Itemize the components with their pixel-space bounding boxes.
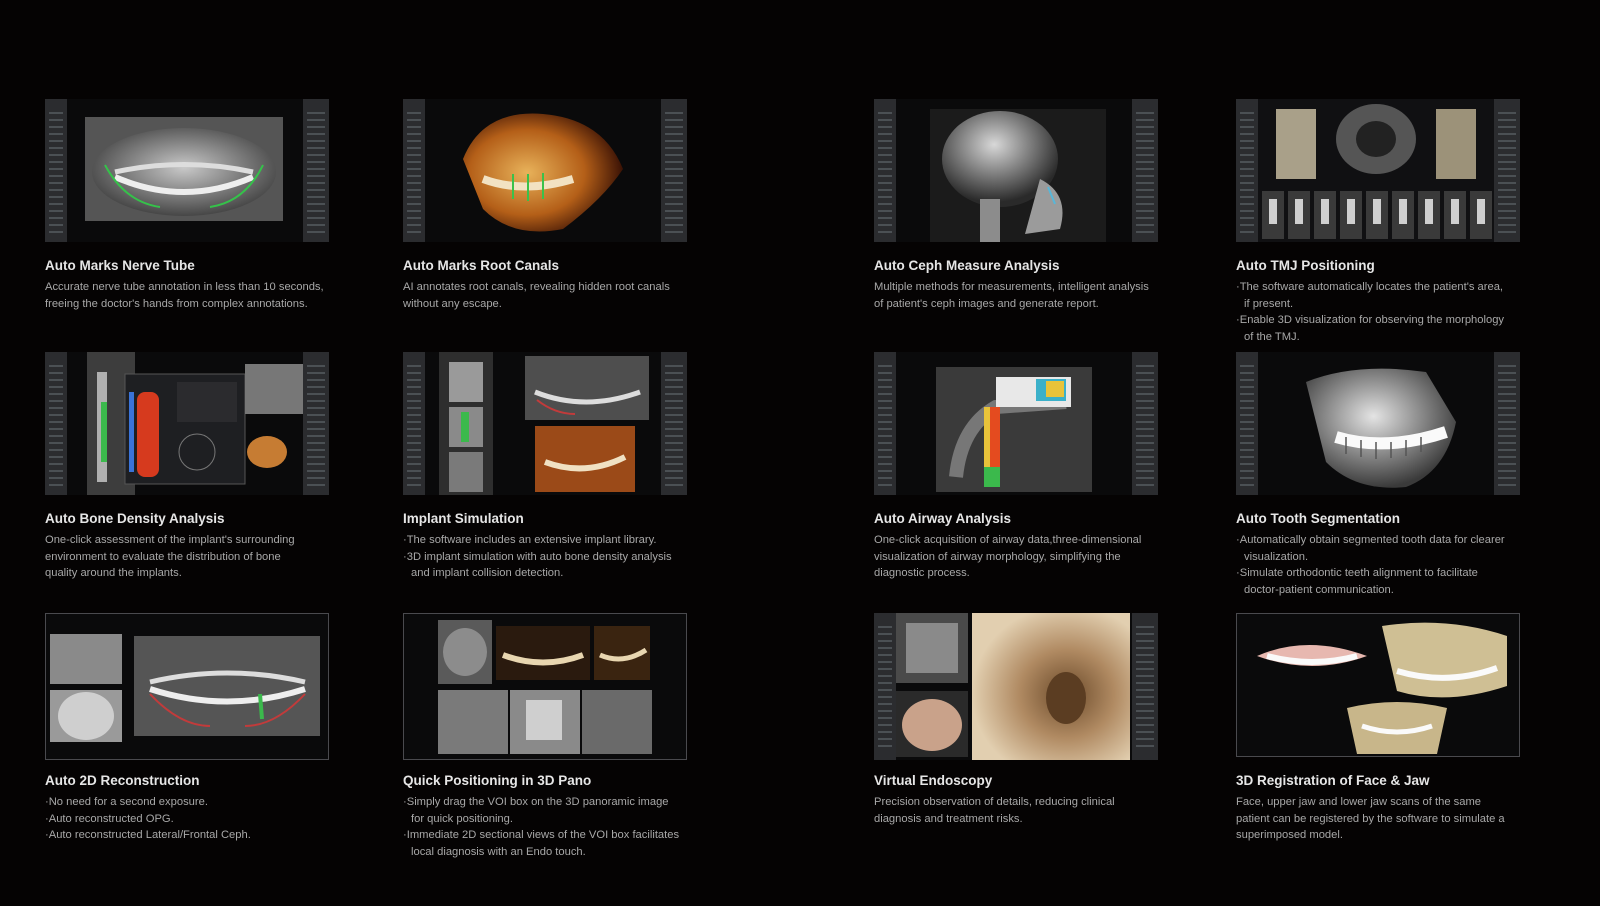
- feature-screenshot: [403, 352, 687, 495]
- feature-title: Auto Marks Root Canals: [403, 258, 560, 273]
- feature-card: [403, 99, 733, 312]
- feature-screenshot: [1236, 99, 1520, 242]
- feature-card: [45, 352, 375, 582]
- feature-description: One-click acquisition of airway data,three-dimensional visualization of airway morphology, simplifying the diagnostic process.: [874, 534, 1142, 579]
- feature-screenshot: [1236, 352, 1520, 495]
- feature-card: [45, 613, 375, 844]
- feature-description: ·The software includes an extensive implant library. ·3D implant simulation with auto bone density analysis and implant collision detection.: [403, 534, 672, 579]
- feature-card: [874, 613, 1204, 827]
- feature-card: [403, 352, 733, 582]
- feature-screenshot: [874, 99, 1158, 242]
- feature-screenshot: [1236, 613, 1520, 757]
- feature-screenshot: [403, 99, 687, 242]
- feature-description: Face, upper jaw and lower jaw scans of the same patient can be registered by the software to simulate a superimposed model.: [1236, 796, 1505, 841]
- feature-title: Auto Ceph Measure Analysis: [874, 258, 1060, 273]
- feature-title: 3D Registration of Face & Jaw: [1236, 773, 1430, 788]
- feature-screenshot: [403, 613, 687, 760]
- feature-description: Precision observation of details, reducing clinical diagnosis and treatment risks.: [874, 796, 1115, 825]
- feature-title: Auto 2D Reconstruction: [45, 773, 200, 788]
- feature-title: Auto TMJ Positioning: [1236, 258, 1375, 273]
- feature-description: Multiple methods for measurements, intelligent analysis of patient's ceph images and generate report.: [874, 281, 1149, 310]
- feature-title: Auto Tooth Segmentation: [1236, 511, 1400, 526]
- feature-screenshot: [45, 99, 329, 242]
- feature-title: Implant Simulation: [403, 511, 524, 526]
- feature-card: [874, 352, 1204, 582]
- feature-screenshot: [874, 613, 1158, 760]
- feature-card: [403, 613, 733, 860]
- feature-card: [1236, 613, 1566, 844]
- feature-card: [1236, 99, 1566, 345]
- feature-description: ·Simply drag the VOI box on the 3D panoramic image for quick positioning. ·Immediate 2D sectional views of the VOI box facilitates local diagnosis with an Endo touch.: [403, 796, 680, 858]
- feature-screenshot: [45, 613, 329, 760]
- feature-card: [1236, 352, 1566, 598]
- feature-title: Virtual Endoscopy: [874, 773, 993, 788]
- feature-title: Quick Positioning in 3D Pano: [403, 773, 592, 788]
- feature-title: Auto Marks Nerve Tube: [45, 258, 195, 273]
- feature-description: ·The software automatically locates the patient's area, if present. ·Enable 3D visualization for observing the morphology of the TMJ.: [1236, 281, 1505, 343]
- feature-description: AI annotates root canals, revealing hidden root canals without any escape.: [403, 281, 670, 310]
- feature-description: ·No need for a second exposure. ·Auto reconstructed OPG. ·Auto reconstructed Lateral/Frontal Ceph.: [45, 796, 251, 841]
- feature-title: Auto Airway Analysis: [874, 511, 1012, 526]
- feature-description: One-click assessment of the implant's surrounding environment to evaluate the distribution of bone quality around the implants.: [45, 534, 295, 579]
- feature-card: [45, 99, 375, 312]
- feature-screenshot: [874, 352, 1158, 495]
- feature-screenshot: [45, 352, 329, 495]
- feature-description: ·Automatically obtain segmented tooth data for clearer visualization. ·Simulate orthodontic teeth alignment to facilitate doctor-patient communication.: [1236, 534, 1505, 596]
- feature-description: Accurate nerve tube annotation in less than 10 seconds, freeing the doctor's hands from complex annotations.: [45, 281, 324, 310]
- feature-card: [874, 99, 1204, 312]
- feature-title: Auto Bone Density Analysis: [45, 511, 225, 526]
